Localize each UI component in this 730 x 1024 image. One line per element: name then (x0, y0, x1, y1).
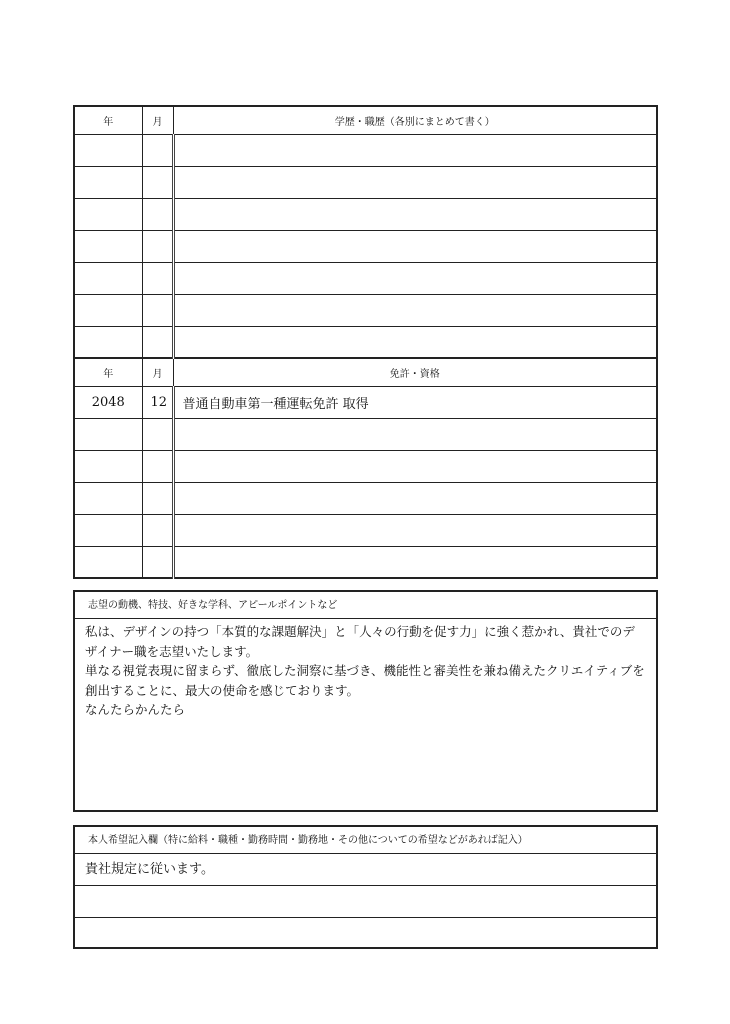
license-month-cell[interactable] (142, 546, 173, 578)
motivation-line: 私は、デザインの持つ「本質的な課題解決」と「人々の行動を促す力」に強く惹かれ、貴社でのデザイナー職を志望いたします。 (85, 624, 635, 659)
history-month-cell[interactable] (142, 134, 173, 166)
license-year-header: 年 (74, 358, 142, 386)
license-row[interactable] (74, 418, 657, 450)
license-year-cell[interactable] (74, 514, 142, 546)
license-year-cell[interactable] (74, 418, 142, 450)
license-row[interactable] (74, 546, 657, 578)
history-year-cell[interactable] (74, 134, 142, 166)
wishes-caption: 本人希望記入欄（特に給料・職種・勤務時間・勤務地・その他についての希望などがあれば記入） (75, 827, 656, 854)
history-header-row (74, 106, 657, 134)
license-year-cell[interactable] (74, 482, 142, 514)
wishes-box (73, 825, 658, 949)
license-month-cell[interactable] (142, 514, 173, 546)
history-year-cell[interactable] (74, 262, 142, 294)
license-text-cell[interactable]: 普通自動車第一種運転免許 取得 (173, 386, 657, 418)
license-row[interactable] (74, 386, 657, 418)
history-text-cell[interactable] (173, 134, 657, 166)
history-text-cell[interactable] (173, 198, 657, 230)
license-month-cell[interactable] (142, 482, 173, 514)
license-header-row (74, 358, 657, 386)
motivation-line: なんたらかんたら (85, 702, 186, 717)
history-text-cell[interactable] (173, 230, 657, 262)
license-month-header: 月 (142, 358, 173, 386)
history-month-cell[interactable] (142, 166, 173, 198)
history-month-cell[interactable] (142, 230, 173, 262)
history-year-header: 年 (74, 106, 142, 134)
license-row[interactable] (74, 450, 657, 482)
history-month-header: 月 (142, 106, 173, 134)
license-row[interactable] (74, 514, 657, 546)
license-text-cell[interactable] (173, 482, 657, 514)
license-text-cell[interactable] (173, 418, 657, 450)
license-title-header: 免許・資格 (173, 358, 657, 386)
history-row[interactable] (74, 134, 657, 166)
history-row[interactable] (74, 166, 657, 198)
license-month-cell[interactable]: 12 (142, 386, 173, 418)
license-year-cell[interactable] (74, 546, 142, 578)
history-month-cell[interactable] (142, 198, 173, 230)
license-text-cell[interactable] (173, 546, 657, 578)
history-license-table (73, 105, 658, 579)
history-text-cell[interactable] (173, 294, 657, 326)
motivation-line: 単なる視覚表現に留まらず、徹底した洞察に基づき、機能性と審美性を兼ね備えたクリエイティブを創出することに、最大の使命を感じております。 (85, 663, 645, 698)
wishes-row[interactable] (75, 886, 656, 918)
history-text-cell[interactable] (173, 166, 657, 198)
history-text-cell[interactable] (173, 326, 657, 358)
history-row[interactable] (74, 294, 657, 326)
history-row[interactable] (74, 262, 657, 294)
wishes-row[interactable]: 貴社規定に従います。 (75, 854, 656, 886)
license-year-cell[interactable] (74, 450, 142, 482)
history-title-header: 学歴・職歴（各別にまとめて書く） (173, 106, 657, 134)
history-year-cell[interactable] (74, 198, 142, 230)
history-row[interactable] (74, 326, 657, 358)
license-text-cell[interactable] (173, 514, 657, 546)
license-year-cell[interactable]: 2048 (74, 386, 142, 418)
history-month-cell[interactable] (142, 262, 173, 294)
motivation-caption: 志望の動機、特技、好きな学科、アピールポイントなど (75, 592, 656, 619)
history-month-cell[interactable] (142, 326, 173, 358)
history-year-cell[interactable] (74, 326, 142, 358)
history-year-cell[interactable] (74, 166, 142, 198)
history-month-cell[interactable] (142, 294, 173, 326)
motivation-text-area[interactable] (75, 619, 656, 723)
license-row[interactable] (74, 482, 657, 514)
history-row[interactable] (74, 230, 657, 262)
license-month-cell[interactable] (142, 450, 173, 482)
history-text-cell[interactable] (173, 262, 657, 294)
history-year-cell[interactable] (74, 230, 142, 262)
history-year-cell[interactable] (74, 294, 142, 326)
motivation-box (73, 590, 658, 812)
license-month-cell[interactable] (142, 418, 173, 450)
wishes-row[interactable] (75, 918, 656, 949)
history-row[interactable] (74, 198, 657, 230)
license-text-cell[interactable] (173, 450, 657, 482)
